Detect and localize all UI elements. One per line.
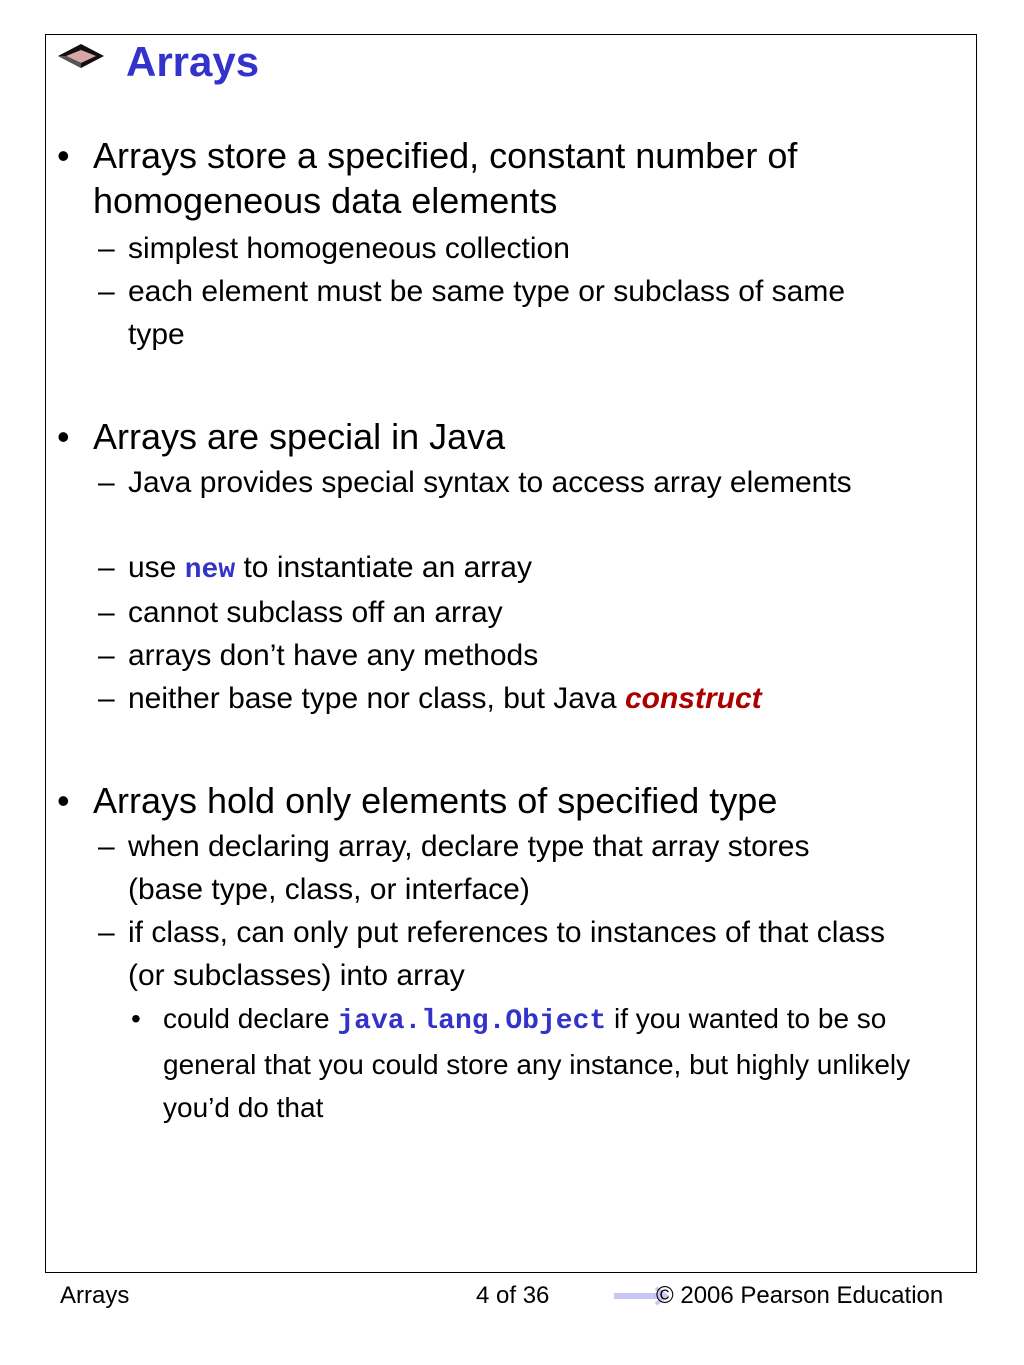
construct-emphasis: construct (624, 682, 762, 715)
footer-title: Arrays (60, 1282, 130, 1309)
bullet-2-text: Arrays are special in Java (93, 416, 506, 457)
code-java-lang-object: java.lang.Object (337, 1006, 607, 1037)
bullet-1-text: Arrays store a specified, constant number of homogeneous data elements (93, 135, 798, 221)
bullet-3-text: Arrays hold only elements of specified type (93, 780, 778, 821)
bullet-2-sub-4: – arrays don’t have any methods (98, 639, 539, 672)
bullet-1-sub-1: – simplest homogeneous collection (98, 232, 570, 265)
bullet-3-sub-1: – when declaring array, declare type that array stores (base type, class, or interface) (98, 830, 810, 906)
slide-title: Arrays (126, 38, 260, 85)
copyright: © 2006 Pearson Education (656, 1282, 944, 1309)
bullet-2-sub-1: – Java provides special syntax to access array elements (98, 466, 852, 499)
bullet-1-sub-2: – each element must be same type or subclass of same type (98, 275, 846, 351)
bullet-3-subsub-1: • could declare java.lang.Object if you wanted to be so general that you could store any instance, but highly unlikely you’d do that (131, 1003, 911, 1123)
bullet-3: • Arrays hold only elements of specified type (57, 780, 778, 821)
bullet-2-sub-5: – neither base type nor class, but Java construct (98, 682, 762, 715)
bullet-2-sub-3: – cannot subclass off an array (98, 596, 503, 629)
bullet-3-sub-2: – if class, can only put references to instances of that class (or subclasses) into array (98, 916, 886, 992)
bullet-1: • Arrays store a specified, constant number of homogeneous data elements (57, 135, 798, 221)
diamond-arrow-icon (56, 42, 106, 72)
page-number: 4 of 36 (476, 1282, 550, 1309)
code-new: new (184, 555, 236, 586)
bullet-2: • Arrays are special in Java (57, 416, 506, 457)
bullet-2-sub-2: – use new to instantiate an array (98, 551, 532, 586)
